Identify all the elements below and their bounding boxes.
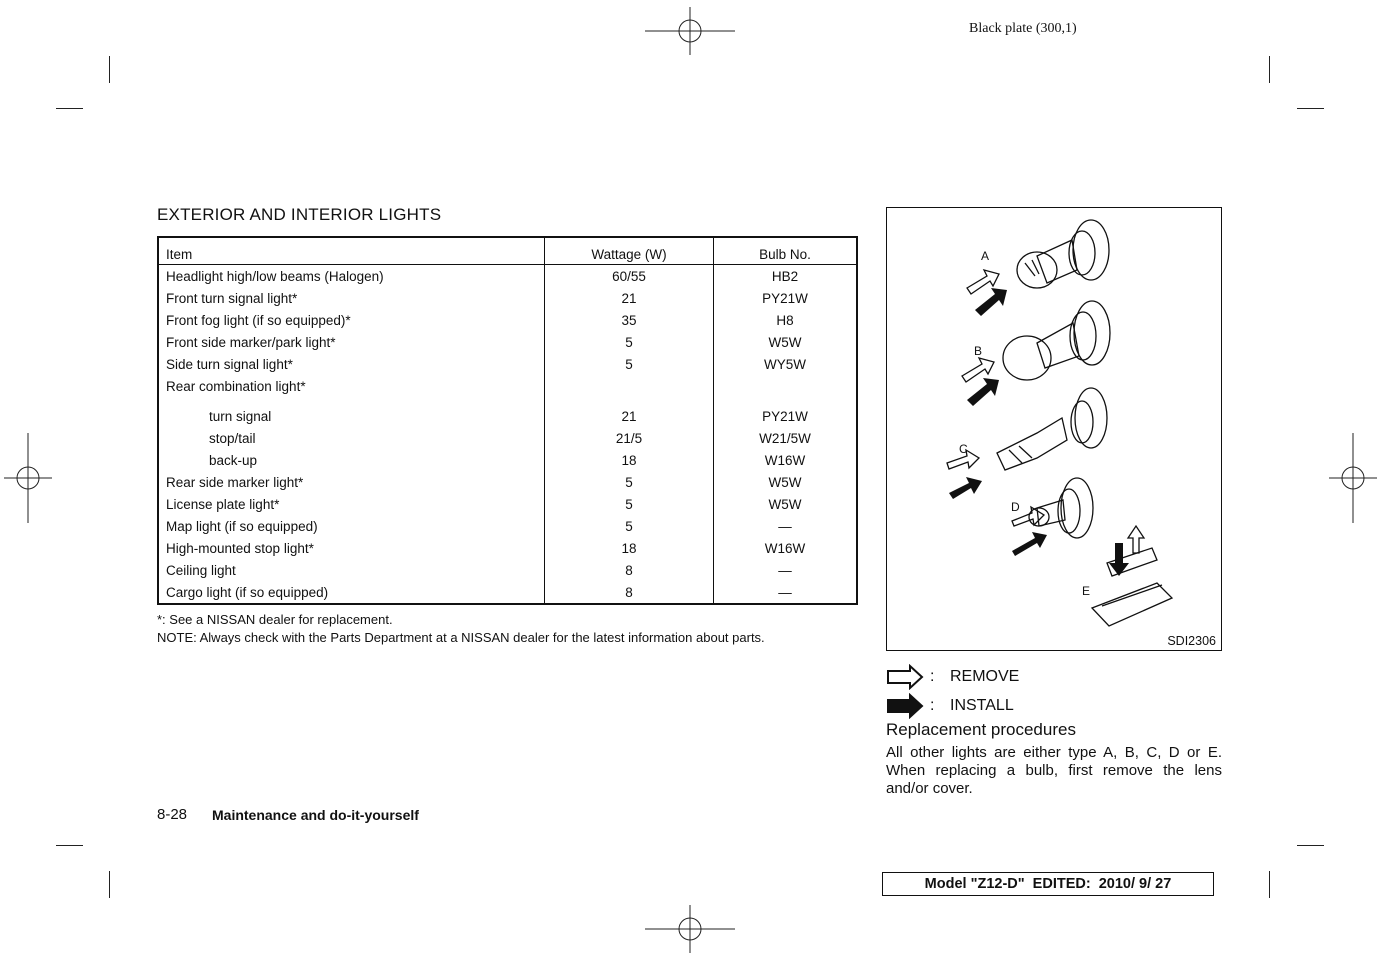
registration-mark-right xyxy=(1329,433,1377,523)
row-wattage: 18 xyxy=(545,449,714,471)
registration-mark-top xyxy=(645,7,735,55)
row-bulb: — xyxy=(714,515,858,537)
table-row xyxy=(158,559,857,581)
row-item: Headlight high/low beams (Halogen) xyxy=(166,268,384,284)
row-bulb: WY5W xyxy=(714,353,858,375)
table-row xyxy=(158,537,857,559)
row-bulb: H8 xyxy=(714,309,858,331)
legend-install-label: INSTALL xyxy=(950,697,1014,714)
row-wattage: 18 xyxy=(545,537,714,559)
row-bulb: — xyxy=(714,581,858,604)
legend-remove xyxy=(886,664,1019,690)
row-item: High-mounted stop light* xyxy=(166,540,314,556)
plate-label: Black plate (300,1) xyxy=(969,21,1077,36)
page-section-title: Maintenance and do-it-yourself xyxy=(212,807,419,823)
row-wattage: 21/5 xyxy=(545,427,714,449)
row-item: Front turn signal light* xyxy=(166,290,298,306)
model-edited-box xyxy=(882,872,1214,896)
row-item: Ceiling light xyxy=(166,562,236,578)
row-item: Front fog light (if so equipped)* xyxy=(166,312,351,328)
row-item: Front side marker/park light* xyxy=(166,334,336,350)
install-arrow-icon xyxy=(886,693,924,719)
row-bulb xyxy=(714,375,858,397)
parts-note: NOTE: Always check with the Parts Department at a NISSAN dealer for the latest information about parts. xyxy=(157,630,765,645)
table-row xyxy=(158,405,857,427)
table-row xyxy=(158,353,857,375)
row-bulb: W21/5W xyxy=(714,427,858,449)
row-wattage: 5 xyxy=(545,353,714,375)
table-row xyxy=(158,375,857,397)
row-wattage: 5 xyxy=(545,493,714,515)
legend-colon: : xyxy=(930,668,935,685)
registration-mark-bottom xyxy=(645,905,735,953)
table-row xyxy=(158,515,857,537)
table-row xyxy=(158,493,857,515)
row-wattage: 5 xyxy=(545,515,714,537)
legend-install xyxy=(886,693,1014,719)
bulb-table xyxy=(157,236,858,605)
row-wattage: 5 xyxy=(545,471,714,493)
legend-colon: : xyxy=(930,697,935,714)
row-wattage: 21 xyxy=(545,405,714,427)
figure-code: SDI2306 xyxy=(1167,634,1216,648)
row-bulb: — xyxy=(714,559,858,581)
letter-e: E xyxy=(1082,584,1091,598)
table-row xyxy=(158,427,857,449)
table-row xyxy=(158,287,857,309)
bulb-types-figure xyxy=(886,207,1222,651)
row-item: stop/tail xyxy=(209,430,256,446)
header-bulb: Bulb No. xyxy=(714,237,858,265)
table-row xyxy=(158,471,857,493)
table-row xyxy=(158,309,857,331)
header-wattage: Wattage (W) xyxy=(545,237,714,265)
model-edited-text: Model "Z12-D" EDITED: 2010/ 9/ 27 xyxy=(924,876,1172,892)
row-bulb: HB2 xyxy=(714,265,858,288)
legend-remove-label: REMOVE xyxy=(950,668,1020,685)
page-number: 8-28 xyxy=(157,806,188,823)
replacement-procedures-title: Replacement procedures xyxy=(886,720,1076,739)
replacement-procedures-body: All other lights are either type A, B, C, D or E. When replacing a bulb, first remove the lens and/or cover. xyxy=(886,744,1222,797)
row-wattage: 5 xyxy=(545,331,714,353)
row-item: turn signal xyxy=(209,408,272,424)
row-item: Cargo light (if so equipped) xyxy=(166,584,329,600)
table-row xyxy=(158,449,857,471)
row-bulb: W5W xyxy=(714,331,858,353)
row-wattage: 8 xyxy=(545,559,714,581)
row-wattage: 35 xyxy=(545,309,714,331)
table-row xyxy=(158,265,857,288)
row-wattage: 60/55 xyxy=(545,265,714,288)
row-item: Side turn signal light* xyxy=(166,356,293,372)
table-header-row xyxy=(158,237,857,265)
row-bulb: W5W xyxy=(714,471,858,493)
row-item: Map light (if so equipped) xyxy=(166,518,318,534)
footnote: *: See a NISSAN dealer for replacement. xyxy=(157,612,393,627)
table-row xyxy=(158,331,857,353)
section-title: EXTERIOR AND INTERIOR LIGHTS xyxy=(157,205,442,224)
registration-mark-left xyxy=(4,433,52,523)
row-wattage xyxy=(545,375,714,397)
bulb-illustration xyxy=(887,208,1221,650)
row-bulb: W16W xyxy=(714,537,858,559)
row-item: Rear side marker light* xyxy=(166,474,304,490)
row-bulb: W16W xyxy=(714,449,858,471)
row-wattage: 21 xyxy=(545,287,714,309)
row-item: back-up xyxy=(209,452,258,468)
table-row xyxy=(158,581,857,604)
letter-c: C xyxy=(959,442,968,456)
header-item: Item xyxy=(158,237,545,265)
remove-arrow-icon xyxy=(886,664,924,690)
row-item: Rear combination light* xyxy=(166,378,306,394)
table-spacer-row xyxy=(158,397,857,405)
letter-b: B xyxy=(974,344,983,358)
row-item: License plate light* xyxy=(166,496,280,512)
letter-a: A xyxy=(981,249,990,263)
row-bulb: PY21W xyxy=(714,287,858,309)
row-bulb: W5W xyxy=(714,493,858,515)
row-bulb: PY21W xyxy=(714,405,858,427)
row-wattage: 8 xyxy=(545,581,714,604)
letter-d: D xyxy=(1011,500,1020,514)
